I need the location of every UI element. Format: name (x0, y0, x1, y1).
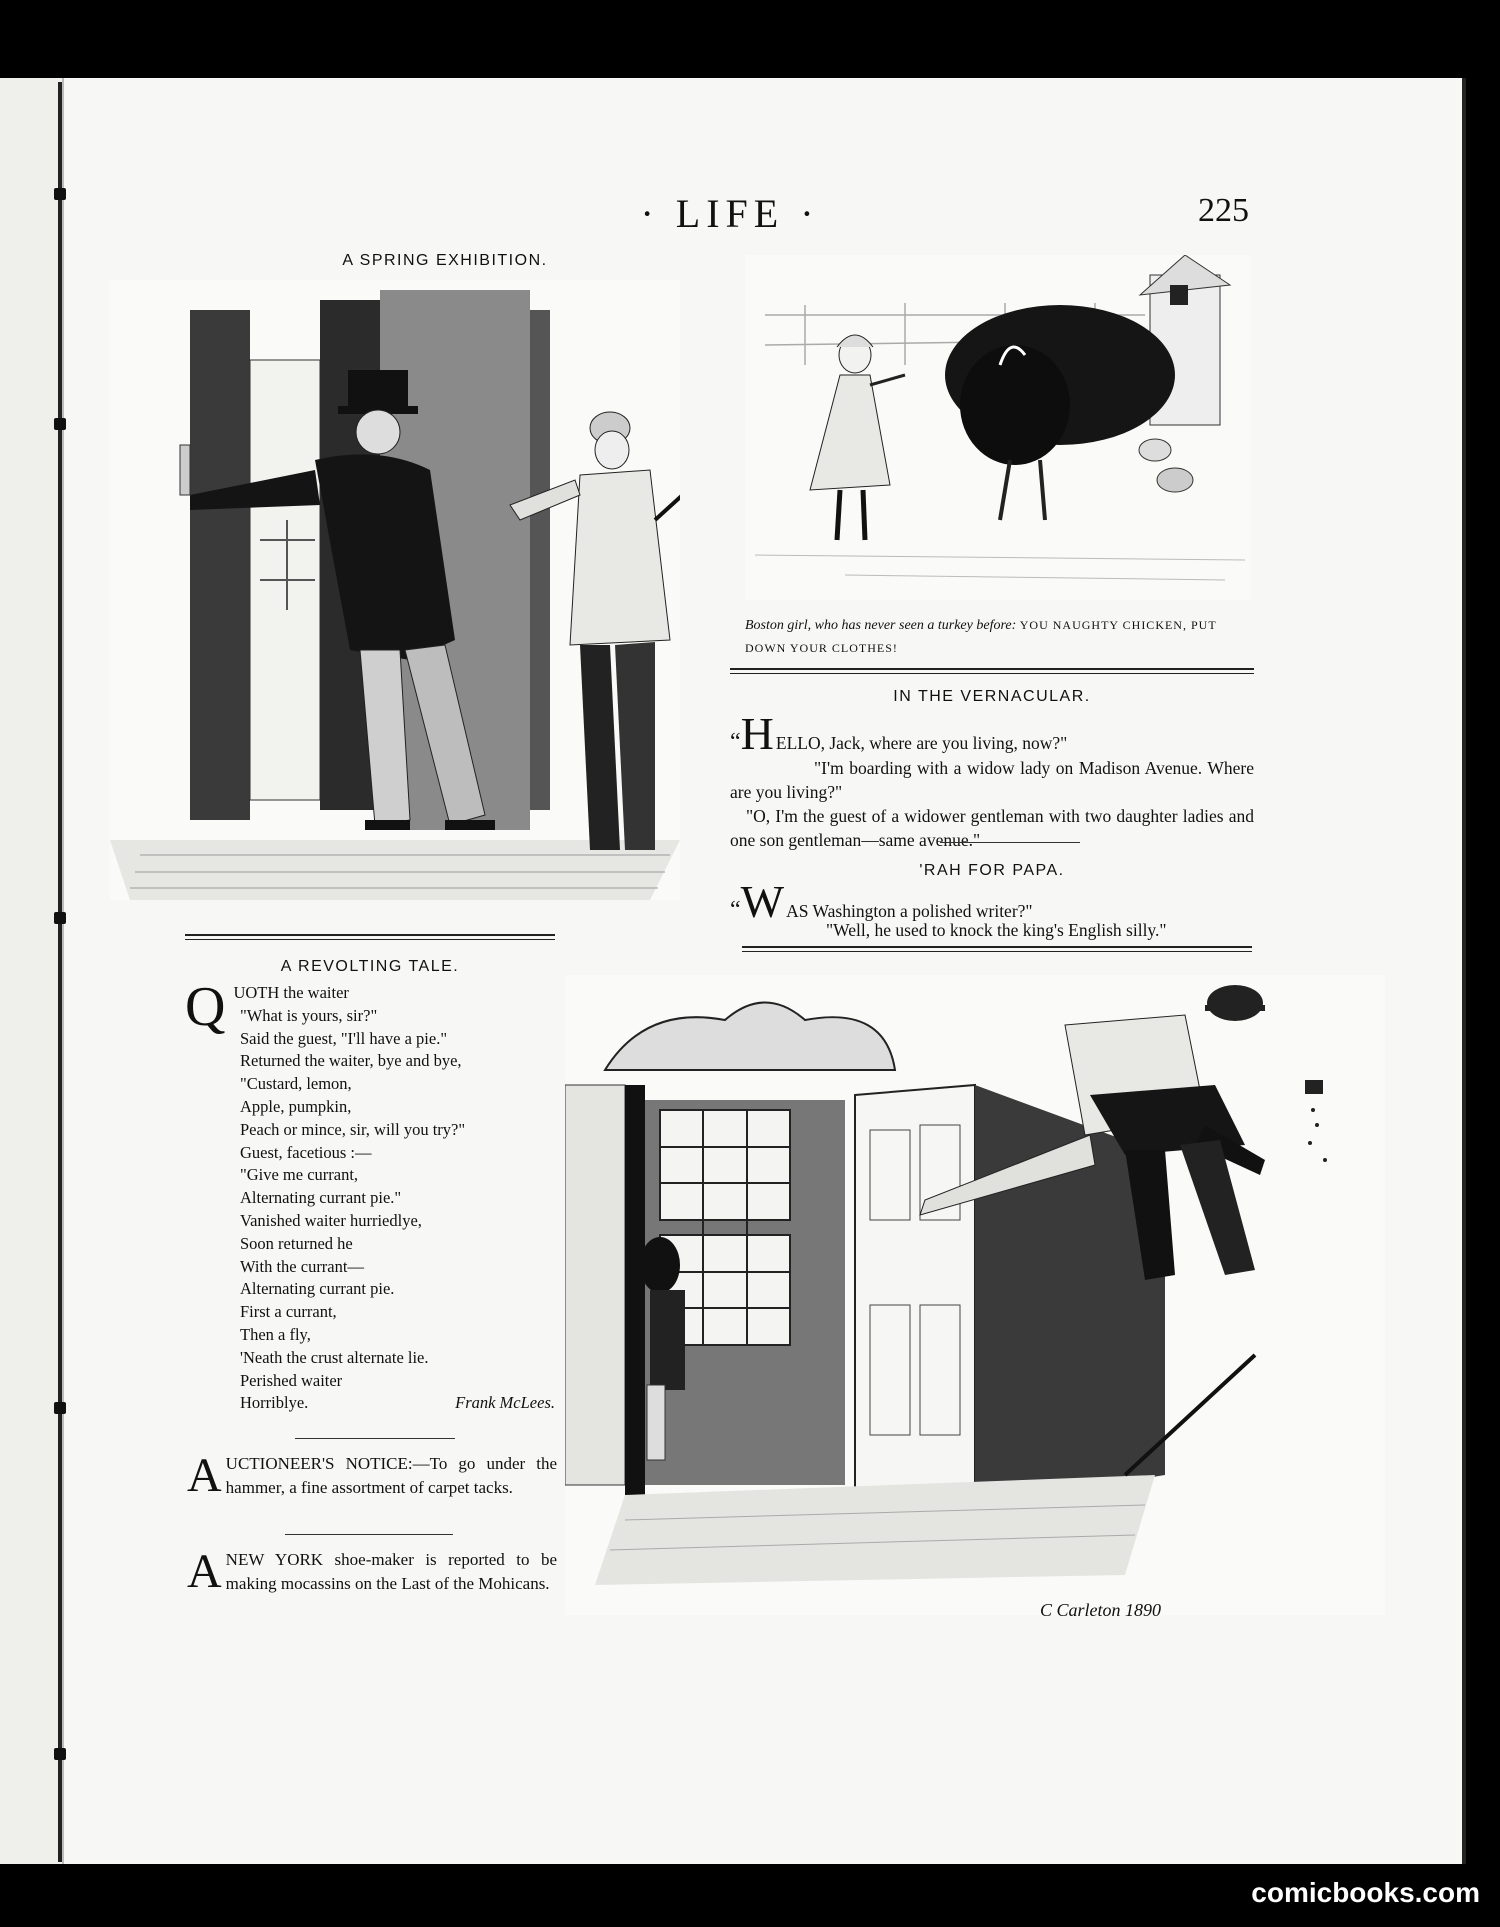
rah-for-papa-heading: 'RAH FOR PAPA. (919, 862, 1065, 879)
section-divider (742, 946, 1252, 952)
poem-author: Frank McLees. (455, 1393, 555, 1413)
turkey-caption-speaker: Boston girl, who has never seen a turkey before: (745, 618, 1017, 633)
vernacular-text: “H ELLO, Jack, where are you living, now?" "I'm boarding with a widow lady on Madison Avenue. Where are you living?" "O, I'm the guest of a widower gentleman with two daughter ladies and one son gentleman—same avenue." (730, 708, 1254, 850)
binding-stitch (54, 1402, 66, 1414)
revolting-tale-poem (185, 976, 555, 1415)
auctioneer-notice (187, 1449, 557, 1502)
poem-line: Vanished waiter hurriedlye, (240, 1210, 422, 1230)
poem-line: Said the guest, "I'll have a pie." (240, 1028, 448, 1048)
binding-stitch (54, 188, 66, 200)
short-divider (285, 1534, 453, 1535)
vernacular-dropcap: H (740, 708, 774, 759)
section-divider (185, 934, 555, 940)
page-number: 225 (1198, 192, 1249, 229)
poem-line: Peach or mince, sir, will you try?" (240, 1119, 466, 1139)
spring-exhibition-illustration (110, 280, 680, 900)
poem-line: With the currant— (240, 1256, 364, 1276)
watermark-text: comicbooks.com (1251, 1877, 1480, 1908)
binding-stitch (54, 912, 66, 924)
poem-line: "Custard, lemon, (240, 1074, 352, 1094)
papa-dropcap: W (740, 876, 785, 927)
auctioneer-text: UCTIONEER'S NOTICE:—To go under the hammer, a fine assortment of carpet tacks. (225, 1454, 557, 1497)
binding-line (58, 82, 62, 1862)
shoemaker-dropcap: A (187, 1545, 222, 1598)
auctioneer-dropcap: A (187, 1449, 222, 1502)
poem-line: First a currant, (240, 1302, 337, 1322)
turkey-cartoon-illustration (745, 255, 1250, 600)
spring-exhibition-heading: A SPRING EXHIBITION. (342, 252, 548, 269)
shoemaker-notice (187, 1545, 557, 1598)
poem-line: Guest, facetious :— (240, 1142, 372, 1162)
revolting-dropcap: Q (185, 976, 226, 1038)
poem-line: "What is yours, sir?" (240, 1005, 378, 1025)
poem-line: Alternating currant pie." (240, 1188, 402, 1208)
rah-for-papa-text: “W AS Washington a polished writer?" "Well, he used to knock the king's English silly." (730, 880, 1254, 942)
poem-line: Horriblye. Frank McLees. (185, 1392, 555, 1415)
poem-lines (185, 976, 555, 1415)
artist-signature: C Carleton 1890 (1040, 1600, 1162, 1620)
papa-line-1: AS Washington a polished writer?" (786, 901, 1033, 921)
revolting-tale-heading: A REVOLTING TALE. (280, 958, 460, 975)
poem-line: Alternating currant pie. (240, 1279, 395, 1299)
poem-line: Soon returned he (240, 1233, 353, 1253)
vernacular-line-2: "I'm boarding with a widow lady on Madison Avenue. Where are you living?" (730, 758, 1254, 802)
short-divider (295, 1438, 455, 1439)
door-kick-illustration (565, 975, 1385, 1615)
poem-line: Perished waiter (240, 1370, 343, 1390)
poem-line: Then a fly, (240, 1324, 311, 1344)
turkey-caption (745, 614, 1255, 660)
section-divider (730, 668, 1254, 674)
poem-line: Returned the waiter, bye and bye, (240, 1051, 462, 1071)
binding-stitch (54, 1748, 66, 1760)
papa-line-2: "Well, he used to knock the king's English silly." (826, 920, 1167, 940)
previous-page-edge (0, 78, 64, 1864)
turkey-caption-quote: YOU NAUGHTY CHICKEN, PUT DOWN YOUR CLOTHES! (745, 618, 1217, 655)
masthead-title: · LIFE · (640, 191, 820, 236)
short-divider (940, 842, 1080, 843)
vernacular-line-1: ELLO, Jack, where are you living, now?" (775, 733, 1068, 753)
vernacular-line-3: "O, I'm the guest of a widower gentleman with two daughter ladies and one son gentleman—same avenue." (730, 806, 1254, 850)
poem-line: Apple, pumpkin, (240, 1096, 352, 1116)
shoemaker-text: NEW YORK shoe-maker is reported to be making mocassins on the Last of the Mohicans. (225, 1550, 557, 1593)
poem-line: UOTH the waiter (233, 983, 349, 1002)
poem-line: "Give me currant, (240, 1165, 359, 1185)
vernacular-heading: IN THE VERNACULAR. (893, 688, 1091, 705)
poem-line: 'Neath the crust alternate lie. (240, 1347, 429, 1367)
binding-stitch (54, 418, 66, 430)
